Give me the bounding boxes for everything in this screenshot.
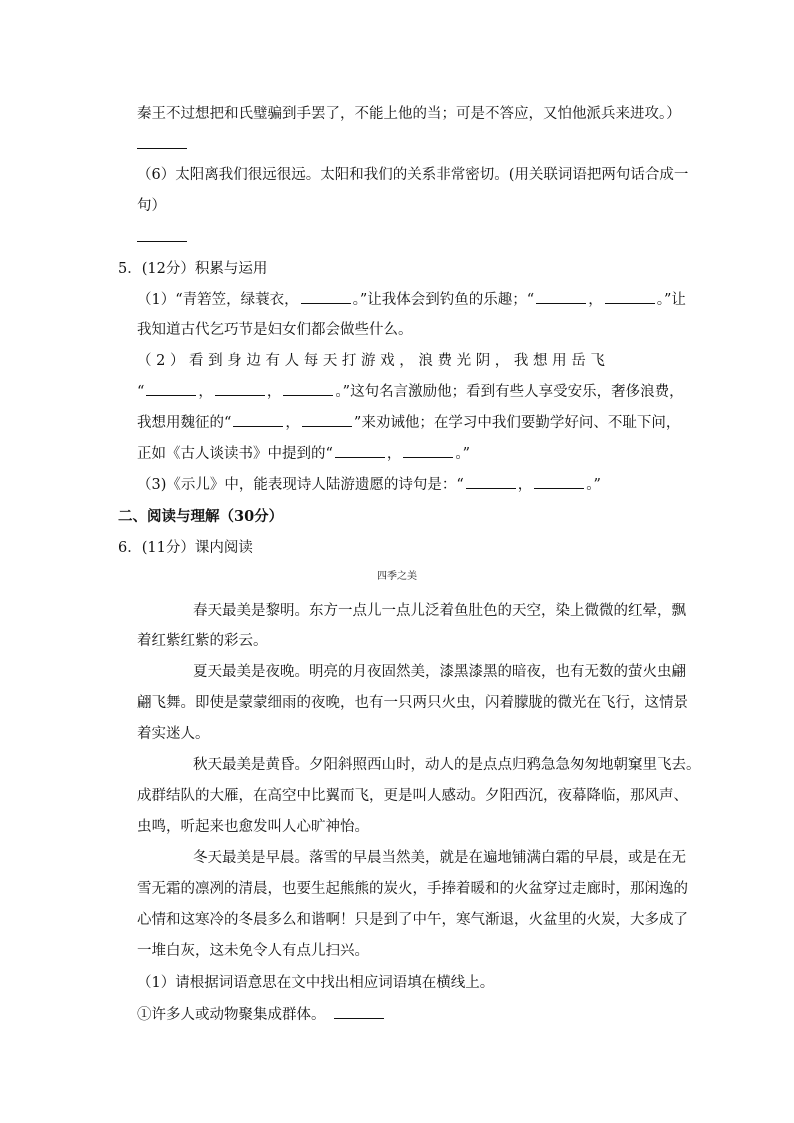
- q5-2-text-a: （ 2 ） 看 到 身 边 有 人 每 天 打 游 戏 ， 浪 费 光 阴 ， 我 想 用 岳 飞: [137, 353, 605, 369]
- q5-1-text-c: ，: [588, 292, 603, 308]
- q5-2-text-c: 我想用魏征的“: [137, 415, 232, 431]
- question-5-2-line-2: [137, 385, 684, 400]
- q5-2-comma-4: ，: [386, 446, 402, 462]
- passage-p4-line-4: 一堆白灰，这未免令人有点儿扫兴。: [137, 943, 369, 959]
- question-5-2-line-1: [137, 354, 673, 369]
- q5-3-text-a: （3)《示儿》中，能表现诗人陆游遗愿的诗句是：“: [137, 477, 464, 493]
- question-5-1-line-2: 我知道古代乞巧节是妇女们都会做些什么。: [137, 322, 413, 338]
- q5-1-blank-3[interactable]: [605, 302, 655, 304]
- q5-2-blank-3[interactable]: [283, 394, 333, 396]
- passage-title: 四季之美: [377, 571, 417, 582]
- passage-p4-line-2: 雪无霜的凛冽的清晨，也要生起熊熊的炭火，手捧着暖和的火盆穿过走廊时，那闲逸的: [137, 881, 688, 897]
- question-5-2-line-4: [137, 447, 470, 462]
- question-5-2-line-3: [137, 416, 680, 431]
- q5-1-text-d: 。”让: [656, 292, 686, 308]
- question-5-3: [137, 478, 601, 493]
- passage-p1-line-2: 着红紫红紫的彩云。: [137, 633, 268, 649]
- q5-2-text-e: 正如《古人谈读书》中提到的“: [137, 446, 333, 462]
- sub-question-1: （1）请根据词语意思在文中找出相应词语填在横线上。: [137, 975, 495, 991]
- section-2-heading: 二、阅读与理解（30分）: [118, 508, 284, 525]
- q5-2-blank-4[interactable]: [233, 425, 283, 427]
- q5-2-blank-6[interactable]: [335, 456, 385, 458]
- passage-p1-line-1: 春天最美是黎明。东方一点儿一点儿泛着鱼肚色的天空，染上微微的红晕，飘: [193, 603, 686, 619]
- question-5-1-line-1: [137, 293, 686, 308]
- q5-3-blank-1[interactable]: [466, 487, 516, 489]
- passage-p3-line-1: 秋天最美是黄昏。夕阳斜照西山时，动人的是点点归鸦急急匆匆地朝窠里飞去。: [193, 757, 701, 773]
- answer-blank-1[interactable]: [137, 148, 187, 149]
- q5-3-comma: ，: [517, 477, 533, 493]
- q5-2-quote-open: “: [137, 384, 145, 400]
- passage-p3-line-3: 虫鸣，听起来也愈发叫人心旷神怡。: [137, 819, 369, 835]
- text-line-3: 句）: [137, 198, 166, 214]
- question-6-heading: 6．(11分）课内阅读: [118, 540, 253, 556]
- q5-3-text-b: 。”: [586, 477, 601, 493]
- q5-2-blank-7[interactable]: [403, 456, 453, 458]
- q5-2-comma-2: ，: [266, 384, 282, 400]
- answer-blank-2[interactable]: [137, 241, 187, 242]
- q5-1-blank-2[interactable]: [536, 302, 586, 304]
- q5-2-text-d: ”来劝诫他；在学习中我们要勤学好问、不耻下问，: [353, 415, 681, 431]
- q5-2-blank-1[interactable]: [146, 394, 196, 396]
- passage-p4-line-3: 心情和这寒冷的冬晨多么和谐啊！只是到了中午，寒气渐退，火盆里的火炭，大多成了: [137, 912, 688, 928]
- passage-p4-line-1: 冬天最美是早晨。落雪的早晨当然美，就是在遍地铺满白霜的早晨，或是在无: [193, 850, 686, 866]
- text-line-1: 秦王不过想把和氏璧骗到手罢了，不能上他的当；可是不答应，又怕他派兵来进攻。）: [137, 106, 681, 122]
- q5-2-text-b: 。”这句名言激励他；看到有些人享受安乐，奢侈浪费，: [335, 384, 684, 400]
- passage-p2-line-2: 翩飞舞。即使是蒙蒙细雨的夜晚，也有一只两只火虫，闪着朦胧的微光在飞行，这情景: [137, 695, 688, 711]
- q5-2-blank-2[interactable]: [215, 394, 265, 396]
- q5-1-blank-1[interactable]: [301, 302, 351, 304]
- q5-1-text-a: （1）“青箬笠，绿蓑衣，: [137, 292, 299, 308]
- q5-2-comma-3: ，: [285, 415, 300, 431]
- passage-p2-line-3: 着实迷人。: [137, 726, 210, 742]
- q5-2-comma-1: ，: [198, 384, 213, 400]
- q5-3-blank-2[interactable]: [534, 487, 584, 489]
- text-line-2: （6）太阳离我们很远很远。太阳和我们的关系非常密切。(用关联词语把两句话合成一: [137, 167, 689, 183]
- q5-2-blank-5[interactable]: [302, 425, 352, 427]
- passage-p3-line-2: 成群结队的大雁，在高空中比翼而飞，更是叫人感动。夕阳西沉，夜幕降临，那风声、: [137, 788, 688, 804]
- q5-1-text-b: 。”让我体会到钓鱼的乐趣；“: [352, 292, 535, 308]
- sub-question-1-item-1: [137, 1008, 386, 1023]
- question-5-heading: 5．(12分）积累与运用: [118, 261, 268, 277]
- q5-2-text-f: 。”: [455, 446, 471, 462]
- sub-question-1-item-1-blank[interactable]: [334, 1017, 384, 1019]
- passage-p2-line-1: 夏天最美是夜晚。明亮的月夜固然美，漆黑漆黑的暗夜，也有无数的萤火虫翩: [193, 664, 686, 680]
- sub-question-1-item-1-text: ①许多人或动物聚集成群体。: [137, 1007, 326, 1023]
